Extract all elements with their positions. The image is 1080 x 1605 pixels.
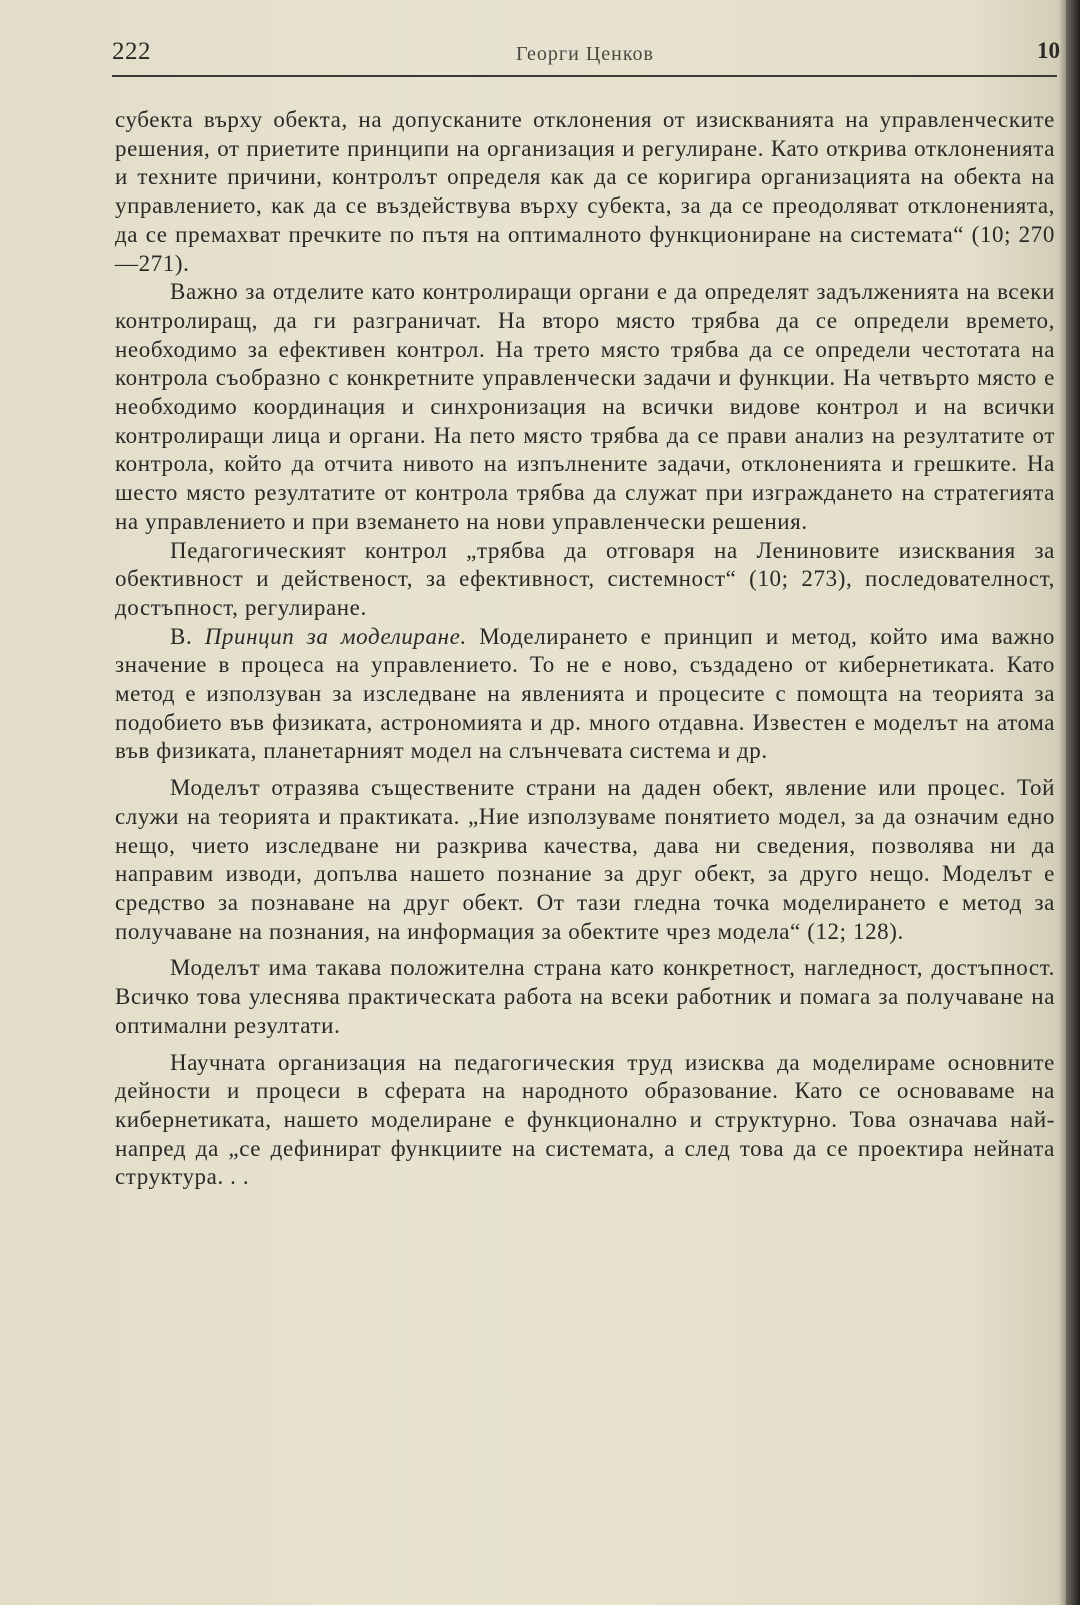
book-spine-edge	[1066, 0, 1080, 1605]
paragraph-6: Моделът има такава положителна страна като конкретност, нагледност, достъпност. Всичко това улеснява практическата работа на всеки работник и помага за получаване на оптимални резултати.	[115, 955, 1055, 1038]
paragraph-4	[115, 623, 1055, 767]
paragraph-1: субекта върху обекта, на допусканите отклонения от изискванията на управленческите решения, от приетите принципи на организация и регулиране. Като открива отклоненията и техните причини, контролът определя как да се коригира организацията на обекта на управлението, как да се въздействува върху субекта, за да се преодоляват отклоненията, да се премахват пречките по пътя на оптималното функциониране на системата“ (10; 270—271).	[115, 107, 1055, 276]
section-letter: В.	[170, 623, 205, 649]
paragraph-7: Научната организация на педагогическия труд изисква да моделираме основните дейности и процеси в сферата на народното образование. Като се основаваме на кибернетиката, нашето моделиране е функционално и структурно. Това означава най-напред да „се дефинират функциите на системата, а след това да се проектира нейната структура. . .	[115, 1049, 1055, 1190]
page-header	[110, 38, 1060, 78]
paragraph-5: Моделът отразява съществените страни на даден обект, явление или процес. Той служи на теорията и практиката. „Ние използуваме понятието модел, за да означим едно нещо, чието изследване ни разкрива качества, дава ни сведения, позволява ни да направим изводи, допълва нашето познание за друг обект, за друго нещо. Моделът е средство за познаване на друг обект. От тази гледна точка моделирането е метод за получаване на познания, на информация за обектите чрез модела“ (12; 128).	[115, 775, 1055, 944]
paragraph-2: Важно за отделите като контролиращи органи е да определят задълженията на всеки контролиращ, да ги разграничат. На второ място трябва да се определи времето, необходимо за ефективен контрол. На трето място трябва да се определи честотата на контрола съобразно с конкретните управленчески задачи и функции. На четвърто място е необходимо координация и синхронизация на всички видове контрол и на всички контролиращи лица и органи. На пето място трябва да се прави анализ на резултатите от контрола, който да отчита нивото на изпълнените задачи, отклоненията и грешките. На шесто място резултатите от контрола трябва да служат при изграждането на стратегията на управлението и при вземането на нови управленчески решения.	[115, 279, 1055, 534]
running-head: Георги Ценков	[516, 43, 654, 65]
body-text	[115, 106, 1055, 1192]
page-number: 222	[112, 38, 151, 65]
section-heading: Принцип за моделиране.	[204, 623, 467, 649]
paragraph-3: Педагогическият контрол „трябва да отговаря на Лениновите изисквания за обективност и действеност, за ефективност, системност“ (10; 273), последователност, достъпност, регулиране.	[115, 537, 1055, 620]
paragraph-4-text: Моделирането е принцип и метод, който има важно значение в процеса на управлението. То не е ново, създадено от кибернетиката. Като метод е използуван за изследване на явленията и процесите с помощта на теорията за подобието във физиката, астрономията и др. много отдавна. Известен е моделът на атома във физиката, планетарният модел на слънчевата система и др.	[115, 623, 1055, 764]
header-rule	[112, 75, 1057, 77]
corner-mark: 10	[1037, 38, 1060, 63]
